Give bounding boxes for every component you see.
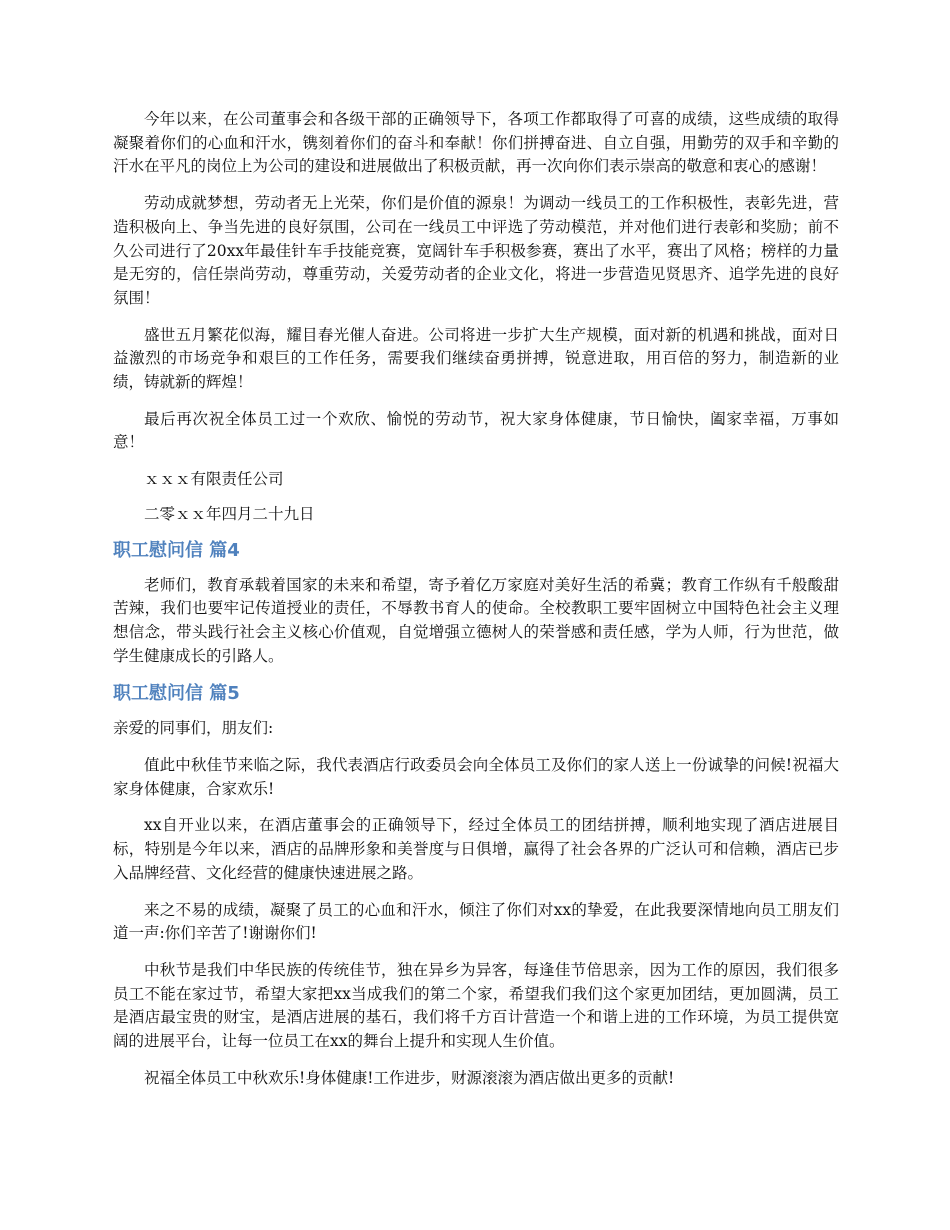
body-paragraph: 今年以来，在公司董事会和各级干部的正确领导下，各项工作都取得了可喜的成绩，这些成绩的取得凝聚着你们的心血和汗水，镌刻着你们的奋斗和奉献！你们拼搏奋进、自立自强，用勤劳的双手和辛勤的汗水在平凡的岗位上为公司的建设和进展做出了积极贡献，再一次向你们表示崇高的敬意和衷心的感谢！ <box>113 110 839 176</box>
body-paragraph: xx自开业以来，在酒店董事会的正确领导下，经过全体员工的团结拼搏，顺利地实现了酒店进展目标，特别是今年以来，酒店的品牌形象和美誉度与日俱增，赢得了社会各界的广泛认可和信赖，酒店已步入品牌经营、文化经营的健康快速进展之路。 <box>113 816 839 882</box>
signature-date: 二零ｘｘ年四月二十九日 <box>144 504 315 523</box>
body-paragraph: 祝福全体员工中秋欢乐!身体健康!工作进步，财源滚滚为酒店做出更多的贡献! <box>144 1068 675 1087</box>
document-page <box>113 108 839 1104</box>
body-paragraph: 最后再次祝全体员工过一个欢欣、愉悦的劳动节，祝大家身体健康，节日愉快，阖家幸福，万事如意！ <box>113 409 839 452</box>
signature-company: ｘｘｘ有限责任公司 <box>144 470 284 489</box>
body-paragraph: 来之不易的成绩，凝聚了员工的心血和汗水，倾注了你们对xx的挚爱，在此我要深情地向员工朋友们道一声:你们辛苦了!谢谢你们! <box>113 900 839 943</box>
section-heading-5: 职工慰问信 篇5 <box>113 683 240 705</box>
letter-greeting: 亲爱的同事们，朋友们: <box>113 719 274 738</box>
section-heading-4: 职工慰问信 篇4 <box>113 539 240 561</box>
body-paragraph: 劳动成就梦想，劳动者无上光荣，你们是价值的源泉！为调动一线员工的工作积极性，表彰先进，营造积极向上、争当先进的良好氛围，公司在一线员工中评选了劳动模范，并对他们进行表彰和奖励；前不久公司进行了20xx年最佳针车手技能竞赛，宽阔针车手积极参赛，赛出了水平，赛出了风格；榜样的力量是无穷的，信任崇尚劳动，尊重劳动，关爱劳动者的企业文化，将进一步营造见贤思齐、追学先进的良好氛围！ <box>113 194 839 307</box>
body-paragraph: 值此中秋佳节来临之际，我代表酒店行政委员会向全体员工及你们的家人送上一份诚挚的问候!祝福大家身体健康，合家欢乐! <box>113 756 839 798</box>
body-paragraph: 中秋节是我们中华民族的传统佳节，独在异乡为异客，每逢佳节倍思亲，因为工作的原因，我们很多员工不能在家过节，希望大家把xx当成我们的第二个家，希望我们我们这个家更加团结，更加圆满，员工是酒店最宝贵的财宝，是酒店进展的基石，我们将千方百计营造一个和谐上进的工作环境，为员工提供宽阔的进展平台，让每一位员工在xx的舞台上提升和实现人生价值。 <box>113 960 839 1051</box>
body-paragraph: 盛世五月繁花似海，耀目春光催人奋进。公司将进一步扩大生产规模，面对新的机遇和挑战，面对日益激烈的市场竞争和艰巨的工作任务，需要我们继续奋勇拼搏，锐意进取，用百倍的努力，制造新的业绩，铸就新的辉煌！ <box>113 325 839 392</box>
body-paragraph: 老师们，教育承载着国家的未来和希望，寄予着亿万家庭对美好生活的希冀；教育工作纵有千般酸甜苦辣，我们也要牢记传道授业的责任，不辱教书育人的使命。全校教职工要牢固树立中国特色社会主义理想信念，带头践行社会主义核心价值观，自觉增强立德树人的荣誉感和责任感，学为人师，行为世范，做学生健康成长的引路人。 <box>113 575 839 665</box>
